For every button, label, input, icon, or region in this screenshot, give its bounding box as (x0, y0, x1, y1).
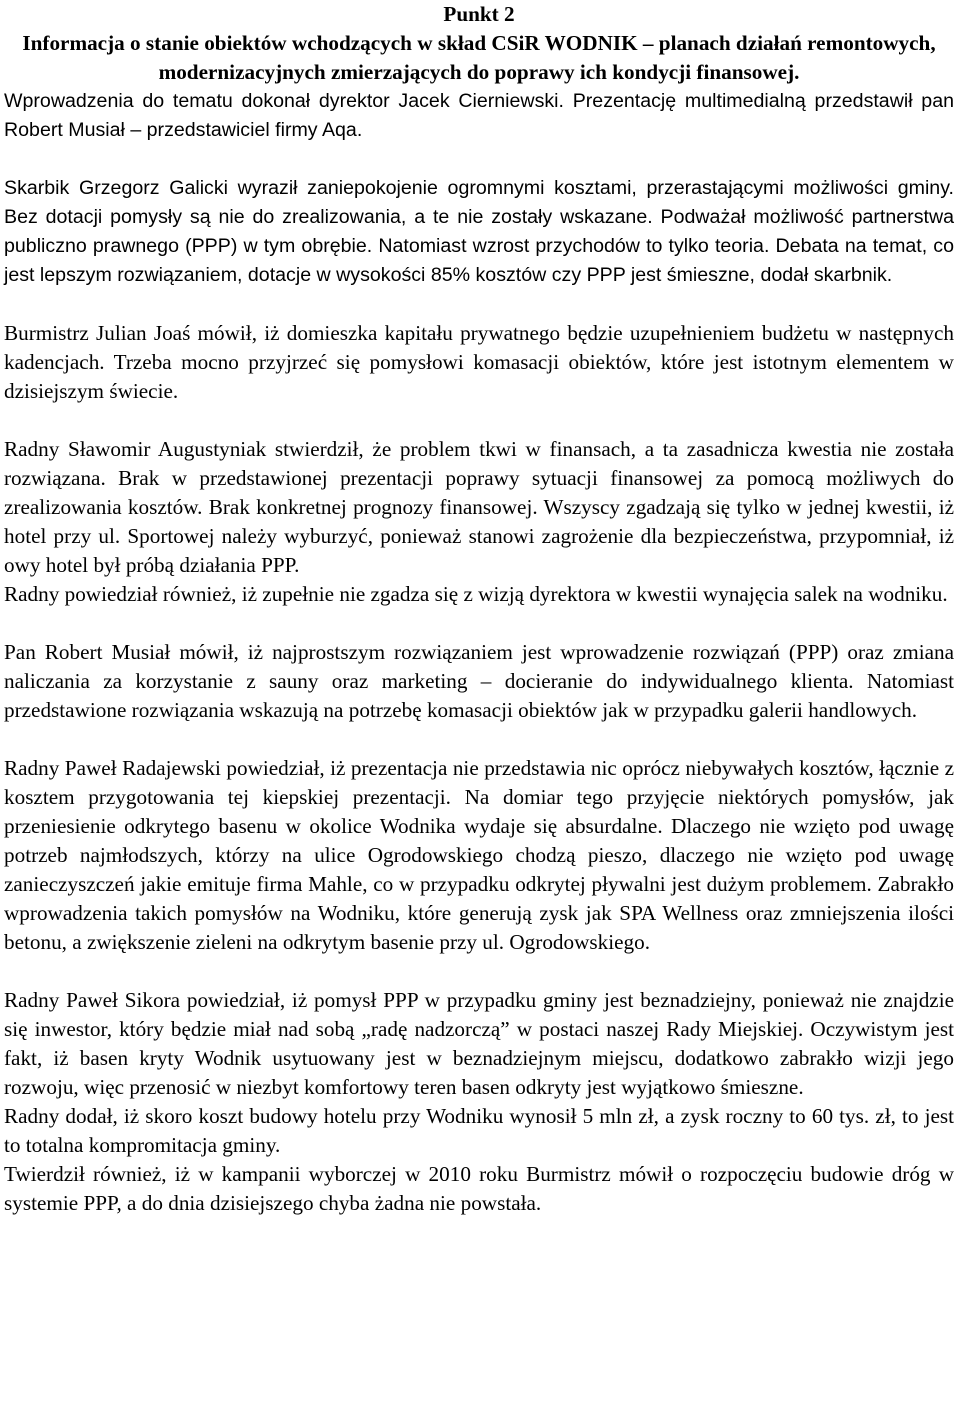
paragraph-augustyniak: Radny Sławomir Augustyniak stwierdził, że problem tkwi w finansach, a ta zasadnicza kwestia nie została rozwiązana. Brak w przedstawionej prezentacji poprawy sytuacji finansowej za pomocą możliwych do zrealizowania kosztów. Brak konkretnej prognozy finansowej. Wszyscy zgadzają się tylko w jednej kwestii, iż hotel przy ul. Sportowej należy wyburzyć, ponieważ stanowi zagrożenie dla bezpieczeństwa, przypomniał, iż owy hotel był próbą działania PPP. (4, 437, 954, 577)
paragraph-galicki: Skarbik Grzegorz Galicki wyraził zaniepokojenie ogromnymi kosztami, przerastającymi możliwości gminy. Bez dotacji pomysły są nie do zrealizowania, a te nie zostały wskazane. Podważał możliwość partnerstwa publiczno prawnego (PPP) w tym obrębie. Natomiast wzrost przychodów to tylko teoria. Debata na temat, co jest lepszym rozwiązaniem, dotacje w wysokości 85% kosztów czy PPP jest śmieszne, dodał skarbnik. (4, 177, 954, 286)
paragraph-gap (4, 406, 954, 435)
paragraph-gap (4, 290, 954, 319)
paragraph-gap (4, 609, 954, 638)
paragraph-sikora-hotel: Radny dodał, iż skoro koszt budowy hotelu przy Wodniku wynosił 5 mln zł, a zysk roczny to 60 tys. zł, to jest to totalna kompromitacja gminy. (4, 1104, 954, 1157)
paragraph-sikora-kampania: Twierdził również, iż w kampanii wyborczej w 2010 roku Burmistrz mówił o rozpoczęciu budowie dróg w systemie PPP, a do dnia dzisiejszego chyba żadna nie powstała. (4, 1162, 954, 1215)
section-title: Informacja o stanie obiektów wchodzących w skład CSiR WODNIK – planach działań remontowych, modernizacyjnych zmierzających do poprawy ich kondycji finansowej. (22, 31, 936, 84)
paragraph-intro: Wprowadzenia do tematu dokonał dyrektor Jacek Cierniewski. Prezentację multimedialną przedstawił pan Robert Musiał – przedstawiciel firmy Aqa. (4, 90, 954, 141)
paragraph-gap (4, 957, 954, 986)
paragraph-radajewski: Radny Paweł Radajewski powiedział, iż prezentacja nie przedstawia nic oprócz niebywałych kosztów, łącznie z kosztem przygotowania tej kiepskiej prezentacji. Na domiar tego przyjęcie niektórych pomysłów, jak przeniesienie odkrytego basenu w okolice Wodnika wydaje się absurdalne. Dlaczego nie wzięto pod uwagę potrzeb najmłodszych, którzy na ulice Ogrodowskiego chodzą pieszo, dlaczego nie wzięto pod uwagę zanieczyszczeń jakie emituje firma Mahle, co w przypadku odkrytej pływalni jest dużym problemem. Zabrakło wprowadzenia takich pomysłów na Wodniku, które generują zysk jak SPA Wellness oraz zmniejszenia ilości betonu, a zwiększenie zieleni na odkrytym basenie przy ul. Ogrodowskiego. (4, 756, 954, 954)
paragraph-musial: Pan Robert Musiał mówił, iż najprostszym rozwiązaniem jest wprowadzenie rozwiązań (PPP) oraz zmiana naliczania za korzystanie z sauny oraz marketing – docieranie do indywidualnego klienta. Natomiast przedstawione rozwiązania wskazują na potrzebę komasacji obiektów jak w przypadku galerii handlowych. (4, 640, 954, 722)
paragraph-gap (4, 145, 954, 174)
paragraph-sikora: Radny Paweł Sikora powiedział, iż pomysł PPP w przypadku gminy jest beznadziejny, ponieważ nie znajdzie się inwestor, który będzie miał nad sobą „radę nadzorczą” w postaci naszej Rady Miejskiej. Oczywistym jest fakt, iż basen kryty Wodnik usytuowany jest w beznadziejnym miejscu, dodatkowo zabrakło wizji jego rozwoju, więc przenosić w niezbyt komfortowy teren basen odkryty jest wyjątkowo śmieszne. (4, 988, 954, 1099)
document-page (4, 0, 954, 1218)
paragraph-burmistrz: Burmistrz Julian Joaś mówił, iż domieszka kapitału prywatnego będzie uzupełnieniem budżetu w następnych kadencjach. Trzeba mocno przyjrzeć się pomysłowi komasacji obiektów, które jest istotnym elementem w dzisiejszym świecie. (4, 321, 954, 403)
paragraph-gap (4, 725, 954, 754)
paragraph-augustyniak-wynajecie: Radny powiedział również, iż zupełnie nie zgadza się z wizją dyrektora w kwestii wynajęcia salek na wodniku. (4, 582, 948, 606)
point-heading: Punkt 2 (443, 2, 515, 26)
